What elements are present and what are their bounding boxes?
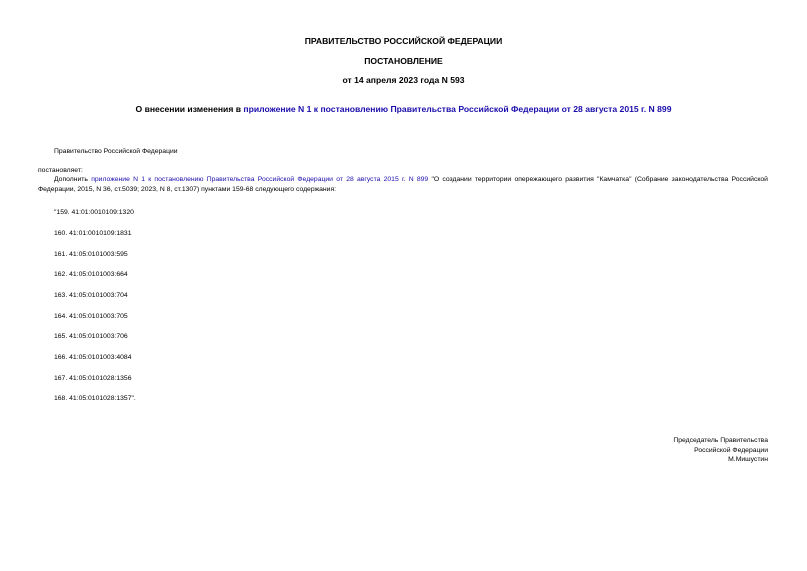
main-paragraph — [38, 175, 768, 194]
subject-text: Правительство Российской Федерации — [54, 148, 178, 155]
title-prefix: О внесении изменения в — [135, 104, 244, 114]
signature-position-line2: Российской Федерации — [694, 446, 768, 454]
list-item: 160. 41:01:0010109:1831 — [54, 230, 132, 237]
list-item: 168. 41:05:0101028:1357". — [54, 395, 136, 402]
government-heading: ПРАВИТЕЛЬСТВО РОССИЙСКОЙ ФЕДЕРАЦИИ — [304, 36, 503, 46]
document-date-number: от 14 апреля 2023 года N 593 — [342, 75, 465, 85]
list-item: 166. 41:05:0101003:4084 — [54, 354, 132, 361]
document-title — [0, 104, 807, 115]
list-item: 165. 41:05:0101003:706 — [54, 333, 128, 340]
paragraph-middle: "О создании территории опережающего развития "Камчатка" (Собрание законодательства Российской Федерации, 2015, N 36, ст.5039; 2023, N 8, ст.1307) пунктами 159-68 следующего содержания: — [38, 176, 768, 193]
list-item: 162. 41:05:0101003:664 — [54, 271, 128, 278]
list-item: "159. 41:01:0010109:1320 — [54, 209, 134, 216]
decides-text: постановляет: — [38, 167, 83, 174]
list-item: 163. 41:05:0101003:704 — [54, 292, 128, 299]
list-item: 161. 41:05:0101003:595 — [54, 251, 128, 258]
signature-block — [568, 436, 768, 465]
list-item: 167. 41:05:0101028:1356 — [54, 375, 132, 382]
paragraph-link[interactable]: приложение N 1 к постановлению Правительства Российской Федерации от 28 августа 2015 г. N 899 — [91, 176, 429, 183]
document-type-heading: ПОСТАНОВЛЕНИЕ — [364, 56, 443, 66]
signature-position-line1: Председатель Правительства — [673, 437, 768, 444]
paragraph-prefix: Дополнить — [54, 176, 92, 183]
list-item: 164. 41:05:0101003:705 — [54, 313, 128, 320]
signature-name: М.Мишустин — [728, 456, 768, 464]
title-link[interactable]: приложение N 1 к постановлению Правительства Российской Федерации от 28 августа 2015 г. N 899 — [243, 104, 672, 114]
